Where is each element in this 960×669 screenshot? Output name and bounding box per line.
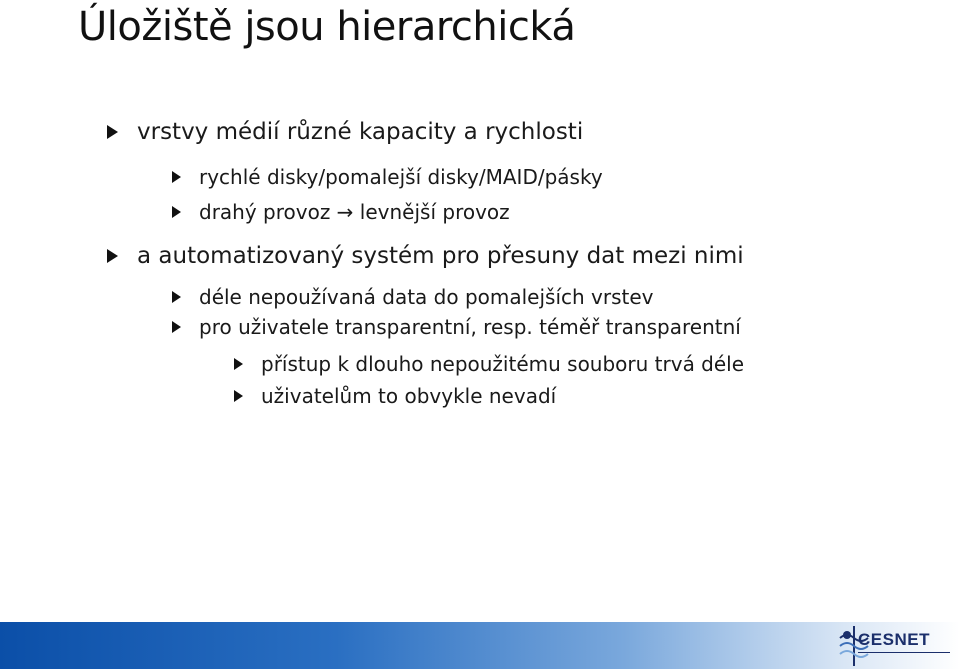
- triangle-bullet-icon: [172, 171, 181, 183]
- list-item: [199, 164, 603, 190]
- list-item-text: vrstvy médií různé kapacity a rychlosti: [137, 119, 584, 145]
- list-item: [199, 284, 654, 310]
- triangle-bullet-icon: [234, 358, 243, 370]
- footer-bar: [0, 622, 960, 669]
- list-item-text: rychlé disky/pomalejší disky/MAID/pásky: [199, 165, 603, 189]
- list-item-text: a automatizovaný systém pro přesuny dat mezi nimi: [137, 243, 744, 269]
- triangle-bullet-icon: [234, 390, 243, 402]
- triangle-bullet-icon: [172, 291, 181, 303]
- triangle-bullet-icon: [107, 249, 118, 263]
- list-item-text: uživatelům to obvykle nevadí: [261, 384, 557, 408]
- list-item: [137, 241, 744, 271]
- list-item: [199, 314, 741, 340]
- list-item: [261, 383, 556, 409]
- triangle-bullet-icon: [107, 125, 118, 139]
- slide-title: Úložiště jsou hierarchická: [78, 4, 576, 50]
- triangle-bullet-icon: [172, 206, 181, 218]
- list-item-text: přístup k dlouho nepoužitému souboru trvá déle: [261, 352, 745, 376]
- logo-underline: [858, 652, 950, 653]
- cesnet-logo: [836, 624, 956, 668]
- list-item: [137, 117, 583, 147]
- cesnet-logo-text: CESNET: [858, 630, 930, 649]
- list-item-text: drahý provoz → levnější provoz: [199, 200, 510, 224]
- list-item: [199, 199, 510, 225]
- list-item-text: déle nepoužívaná data do pomalejších vrstev: [199, 285, 654, 309]
- triangle-bullet-icon: [172, 321, 181, 333]
- list-item: [261, 351, 744, 377]
- list-item-text: pro uživatele transparentní, resp. téměř transparentní: [199, 315, 741, 339]
